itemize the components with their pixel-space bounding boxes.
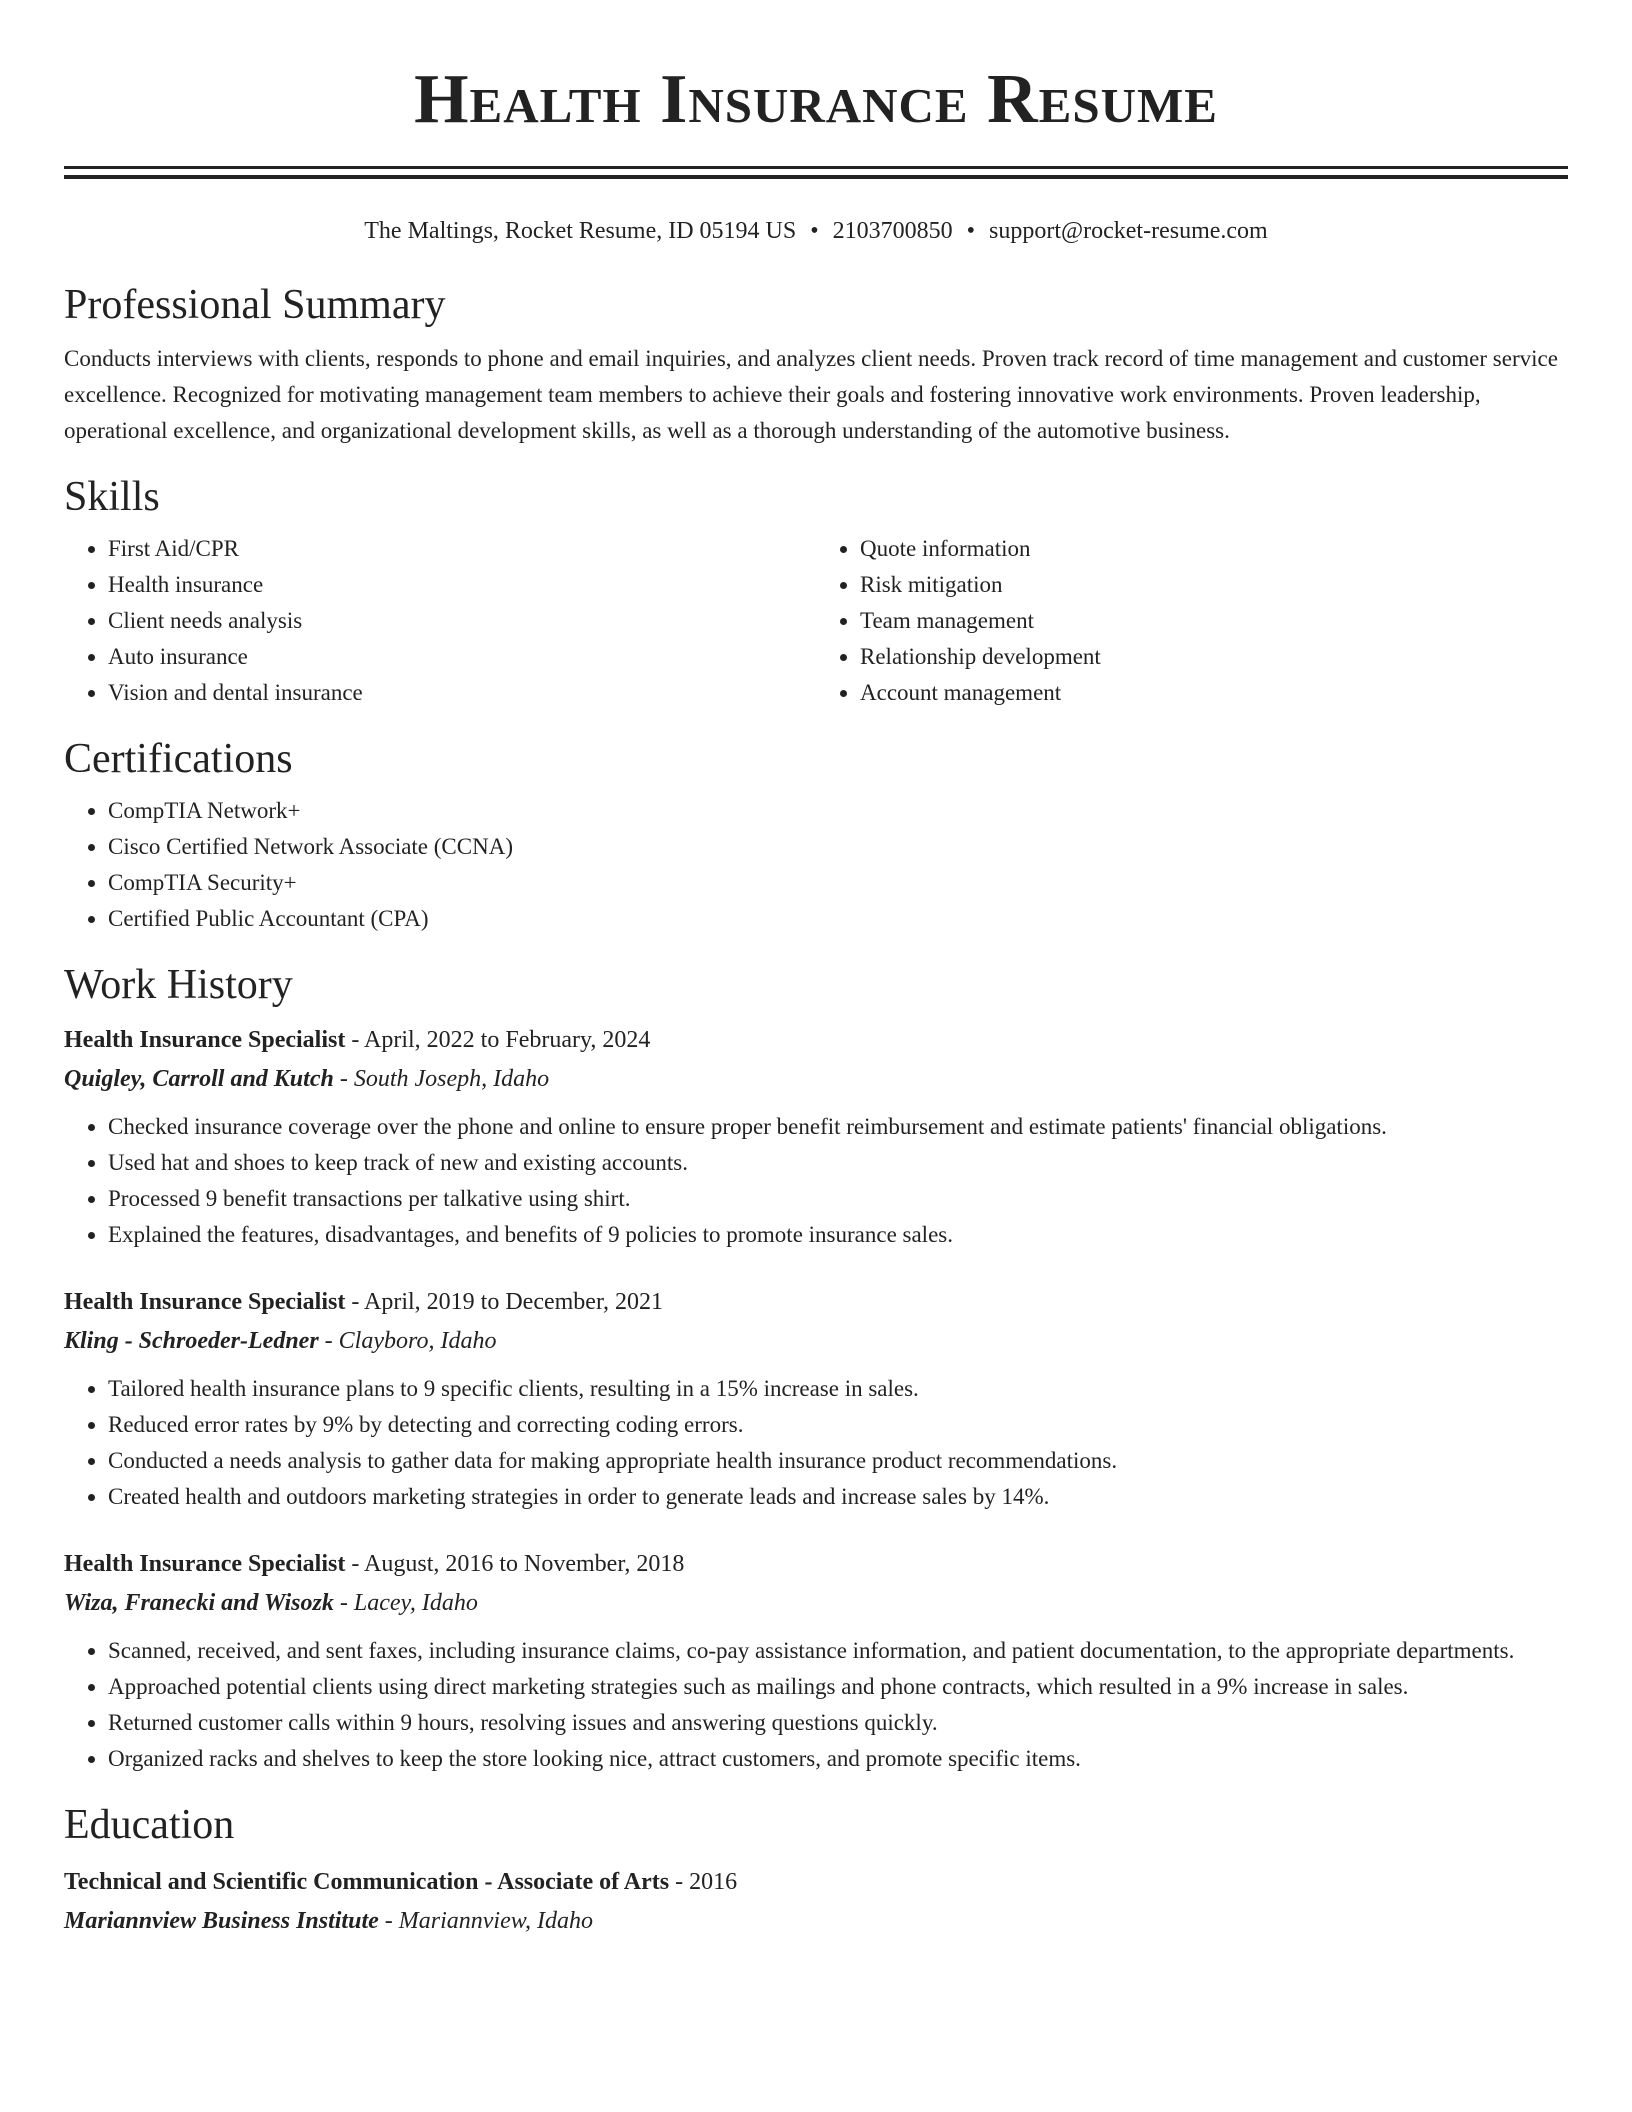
job-dates: April, 2019 to December, 2021 [364, 1289, 663, 1315]
certification-item: • CompTIA Security+ [108, 865, 1568, 901]
dash-separator: - [333, 1066, 354, 1092]
dash-separator: - [345, 1289, 365, 1315]
contact-separator: • [966, 218, 976, 244]
job-company: Quigley, Carroll and Kutch [64, 1066, 334, 1092]
job-entry [64, 1021, 1568, 1253]
resume-title: Health Insurance Resume [414, 61, 1218, 138]
job-bullets [64, 1633, 1568, 1777]
dash-separator: - [669, 1869, 690, 1895]
certifications-heading: Certifications [64, 736, 293, 782]
dash-separator: - [333, 1590, 354, 1616]
job-location: Clayboro, Idaho [338, 1328, 497, 1354]
job-bullets [64, 1109, 1568, 1253]
skill-item: • Relationship development [860, 639, 1568, 675]
skill-item: • First Aid/CPR [108, 531, 816, 567]
job-company: Wiza, Franecki and Wisozk [64, 1590, 334, 1616]
certification-item: • Cisco Certified Network Associate (CCNA) [108, 829, 1568, 865]
job-bullet: • Used hat and shoes to keep track of new and existing accounts. [108, 1145, 1568, 1181]
job-company-line [64, 1321, 1568, 1361]
job-company-line [64, 1059, 1568, 1099]
job-company-line [64, 1583, 1568, 1623]
job-bullet: • Organized racks and shelves to keep the store looking nice, attract customers, and promote specific items. [108, 1741, 1568, 1777]
education-degree: Technical and Scientific Communication - Associate of Arts [64, 1869, 670, 1895]
skills-grid [64, 531, 1568, 711]
job-bullet: • Tailored health insurance plans to 9 specific clients, resulting in a 15% increase in sales. [108, 1371, 1568, 1407]
skills-heading: Skills [64, 474, 160, 520]
job-entry [64, 1283, 1568, 1515]
skill-item: • Auto insurance [108, 639, 816, 675]
contact-line [64, 215, 1568, 247]
education-location: Mariannview, Idaho [398, 1908, 593, 1934]
skills-column-left [64, 531, 816, 711]
job-title: Health Insurance Specialist [64, 1289, 346, 1315]
job-bullet: • Approached potential clients using direct marketing strategies such as mailings and phone contracts, which resulted in a 9% increase in sales. [108, 1669, 1568, 1705]
job-dates: April, 2022 to February, 2024 [364, 1027, 651, 1053]
work-history-heading: Work History [64, 962, 293, 1008]
job-bullet: • Explained the features, disadvantages, and benefits of 9 policies to promote insurance sales. [108, 1217, 1568, 1253]
certification-item: • Certified Public Accountant (CPA) [108, 901, 1568, 937]
dash-separator: - [345, 1027, 365, 1053]
education-year: 2016 [689, 1869, 738, 1895]
certification-item: • CompTIA Network+ [108, 793, 1568, 829]
contact-email: support@rocket-resume.com [989, 218, 1268, 244]
job-dates: August, 2016 to November, 2018 [364, 1551, 685, 1577]
job-title-line [64, 1545, 1568, 1583]
job-bullet: • Conducted a needs analysis to gather data for making appropriate health insurance product recommendations. [108, 1443, 1568, 1479]
job-title: Health Insurance Specialist [64, 1551, 346, 1577]
job-location: Lacey, Idaho [353, 1590, 478, 1616]
job-bullet: • Checked insurance coverage over the phone and online to ensure proper benefit reimbursement and estimate patients' financial obligations. [108, 1109, 1568, 1145]
skill-item: • Quote information [860, 531, 1568, 567]
contact-separator: • [810, 218, 819, 244]
job-title-line [64, 1283, 1568, 1321]
job-company: Kling - Schroeder-Ledner [64, 1328, 319, 1354]
contact-address: The Maltings, Rocket Resume, ID 05194 US [364, 218, 797, 244]
education-heading: Education [64, 1802, 235, 1848]
education-entry [64, 1863, 1568, 1941]
summary-text: Conducts interviews with clients, responds to phone and email inquiries, and analyzes client needs. Proven track record of time management and customer service excellence. Recognized for motivating management team members to achieve their goals and fostering innovative work environments. Proven leadership, operational excellence, and organizational development skills, as well as a thorough understanding of the automotive business. [64, 346, 1558, 443]
job-bullet: • Processed 9 benefit transactions per talkative using shirt. [108, 1181, 1568, 1217]
skill-item: • Vision and dental insurance [108, 675, 816, 711]
contact-phone: 2103700850 [832, 218, 953, 244]
title-divider-bottom [64, 175, 1568, 179]
skill-item: • Team management [860, 603, 1568, 639]
job-bullet: • Created health and outdoors marketing strategies in order to generate leads and increase sales by 14%. [108, 1479, 1568, 1515]
job-title-line [64, 1021, 1568, 1059]
title-divider-top [64, 166, 1568, 169]
job-bullet: • Scanned, received, and sent faxes, including insurance claims, co-pay assistance information, and patient documentation, to the appropriate departments. [108, 1633, 1568, 1669]
dash-separator: - [318, 1328, 339, 1354]
dash-separator: - [378, 1908, 399, 1934]
summary-heading: Professional Summary [64, 282, 446, 328]
dash-separator: - [345, 1551, 365, 1577]
job-bullet: • Reduced error rates by 9% by detecting and correcting coding errors. [108, 1407, 1568, 1443]
skill-item: • Risk mitigation [860, 567, 1568, 603]
job-bullet: • Returned customer calls within 9 hours, resolving issues and answering questions quickly. [108, 1705, 1568, 1741]
job-bullets [64, 1371, 1568, 1515]
job-entry [64, 1545, 1568, 1777]
education-school-line [64, 1901, 1568, 1941]
certifications-list [64, 793, 1568, 937]
skill-item: • Client needs analysis [108, 603, 816, 639]
education-school: Mariannview Business Institute [64, 1908, 379, 1934]
education-degree-line [64, 1863, 1568, 1901]
skills-column-right [816, 531, 1568, 711]
job-title: Health Insurance Specialist [64, 1027, 346, 1053]
job-location: South Joseph, Idaho [353, 1066, 550, 1092]
skill-item: • Account management [860, 675, 1568, 711]
skill-item: • Health insurance [108, 567, 816, 603]
